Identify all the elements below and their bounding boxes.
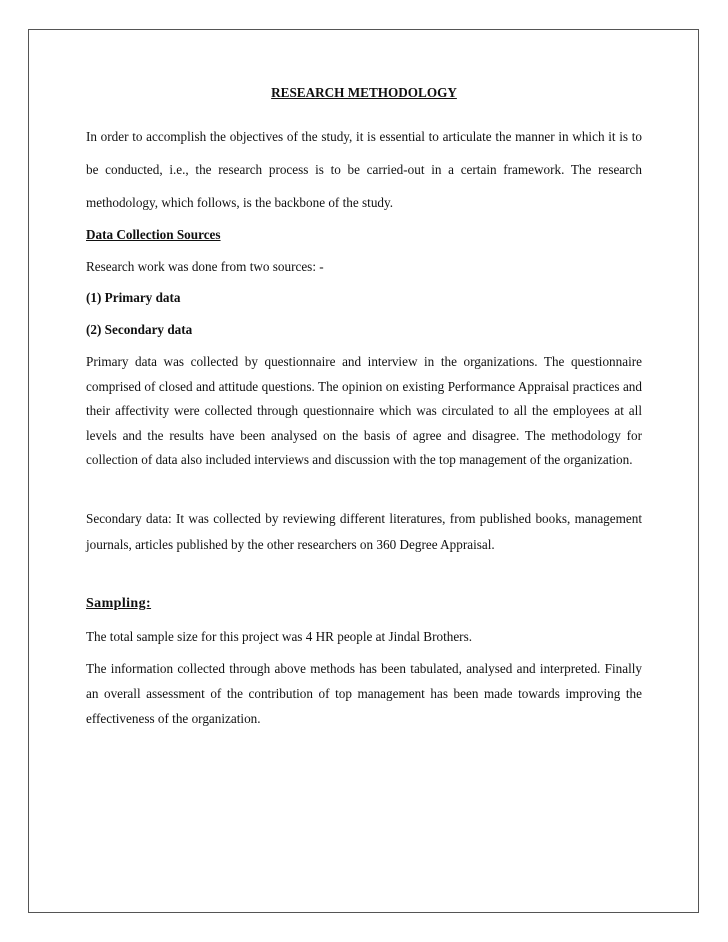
information-paragraph-block	[86, 656, 642, 731]
intro-paragraph: In order to accomplish the objectives of the study, it is essential to articulate the manner in which it is to be conducted, i.e., the research process is to be carried-out in a certain framework. The research methodology, which follows, is the backbone of the study.	[86, 129, 642, 210]
sampling-heading: Sampling:	[86, 596, 152, 611]
sources-lead-text: Research work was done from two sources: -	[86, 259, 324, 274]
primary-data-paragraph: Primary data was collected by questionnaire and interview in the organizations. The questionnaire comprised of closed and attitude questions. The opinion on existing Performance Appraisal practices and their affectivity were collected through questionnaire which was circulated to all the employees at all levels and the results have been analysed on the basis of agree and disagree. The methodology for collection of data also included interviews and discussion with the top management of the organization.	[86, 354, 642, 467]
sample-size-text: The total sample size for this project was 4 HR people at Jindal Brothers.	[86, 629, 473, 644]
secondary-data-paragraph: Secondary data: It was collected by reviewing different literatures, from published books, management journals, articles published by the other researchers on 360 Degree Appraisal.	[86, 511, 642, 552]
secondary-data-item: (2) Secondary data	[86, 322, 193, 337]
information-paragraph: The information collected through above methods has been tabulated, analysed and interpreted. Finally an overall assessment of the contribution of top management has been made towards improving the effectiveness of the organization.	[86, 661, 642, 726]
primary-data-paragraph-block	[86, 350, 642, 473]
intro-paragraph-block	[86, 120, 642, 219]
primary-data-item: (1) Primary data	[86, 290, 181, 305]
secondary-data-paragraph-block	[86, 506, 642, 557]
data-collection-heading: Data Collection Sources	[86, 227, 221, 242]
document-title: RESEARCH METHODOLOGY	[271, 85, 457, 100]
